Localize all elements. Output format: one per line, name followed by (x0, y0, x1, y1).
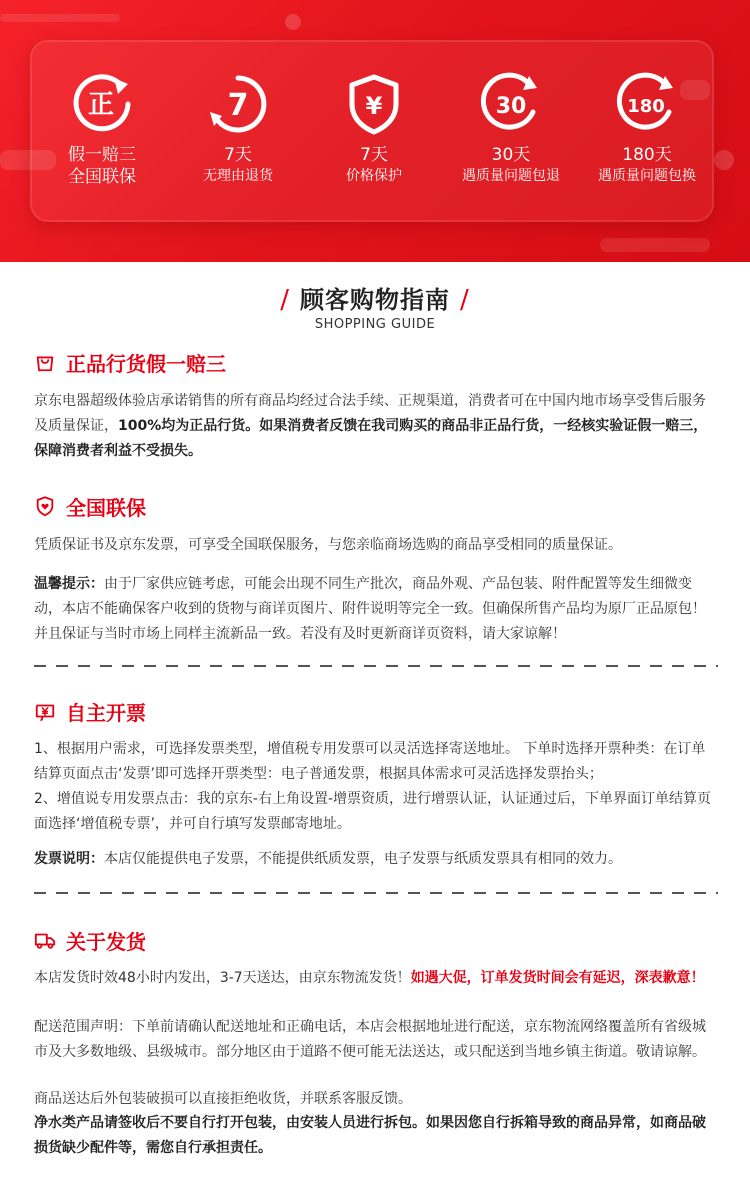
guarantee-line2: 遇质量问题包换 (598, 168, 696, 184)
guarantee-genuine (27, 72, 177, 188)
guarantee-180day-exchange (572, 72, 722, 186)
one-eighty-icon-text: 180 (627, 96, 665, 117)
guarantee-30day-return (436, 72, 586, 186)
guarantee-line1: 30天 (491, 145, 531, 165)
guarantee-line2: 全国联保 (68, 167, 136, 187)
section-title-shipping (34, 926, 146, 954)
guarantee-7day-return (163, 72, 313, 186)
guarantee-price-protect (299, 72, 449, 186)
note-label: 发票说明： (34, 851, 104, 867)
thirty-day-circle-icon (479, 72, 543, 136)
shipping-paragraph-1 (34, 966, 718, 991)
title-slash-left: / (280, 285, 290, 315)
guarantee-line1: 180天 (622, 145, 672, 165)
shipping-paragraph-3: 商品送达后外包装破损可以直接拒绝收货，并联系客服反馈。 (34, 1091, 412, 1107)
delivery-truck-icon (34, 929, 56, 951)
guarantee-line1: 假一赔三 (68, 145, 136, 165)
price-shield-icon (342, 72, 406, 136)
note-label: 温馨提示： (34, 576, 104, 592)
shipping-text: 本店发货时效48小时内发出，3-7天送达，由京东物流发货！ (34, 970, 411, 986)
seven-icon-text: 7 (227, 88, 249, 123)
shield-heart-icon (34, 495, 56, 517)
note-text: 本店仅能提供电子发票，不能提供纸质发票，电子发票与纸质发票具有相同的效力。 (104, 851, 622, 867)
genuine-icon-text: 正 (87, 90, 115, 120)
guarantee-line2: 遇质量问题包退 (462, 168, 560, 184)
shipping-paragraph-4: 净水类产品请签收后不要自行打开包装，由安装人员进行拆包。如果因您自行拆箱导致的商品异常，如商品破损货缺少配件等，需您自行承担责任。 (34, 1115, 706, 1156)
yen-tag-icon (34, 700, 56, 722)
banner-decoration (285, 14, 301, 30)
shipping-paragraph-2: 配送范围声明：下单前请确认配送地址和正确电话，本店会根据地址进行配送，京东物流网络覆盖所有省级城市及大多数地级、县级城市。部分地区由于道路不便可能无法送达，或只配送到当地乡镇主街道。敬请谅解。 (34, 1019, 706, 1060)
banner-decoration (600, 238, 710, 252)
seven-day-circle-icon (206, 72, 270, 136)
guarantee-line1: 7天 (224, 145, 252, 165)
one-eighty-day-circle-icon (615, 72, 679, 136)
section-title-text: 正品行货假一赔三 (66, 351, 226, 376)
yen-icon-text: ¥ (365, 92, 383, 120)
note-text: 由于厂家供应链考虑，可能会出现不同生产批次，商品外观、产品包装、附件配置等发生细微变动，本店不能确保客户收到的货物与商详页图片、附件说明等完全一致。但确保所售产品均为原厂正品原包！并且保证与当时市场上同样主流新品一致。若没有及时更新商详页资料，请大家谅解！ (34, 576, 706, 642)
banner-decoration (0, 14, 120, 22)
dashed-divider (34, 892, 718, 894)
shopping-guide-header (0, 280, 750, 332)
section-title-text: 关于发货 (66, 929, 146, 954)
genuine-text: 京东电器超级体验店承诺销售的所有商品均经过合法手续、正规渠道，消费者可在中国内地市场享受售后服务及质量保证， (34, 393, 706, 434)
invoice-note (34, 847, 718, 872)
dashed-divider (34, 665, 718, 667)
section-title-text: 自主开票 (66, 700, 146, 725)
genuine-circle-icon (70, 72, 134, 136)
section-title-text: 全国联保 (66, 495, 146, 520)
guarantee-line2: 价格保护 (346, 168, 402, 184)
warranty-paragraph: 凭质保证书及京东发票，可享受全国联保服务，与您亲临商场选购的商品享受相同的质量保证。 (34, 537, 622, 553)
guide-title (0, 280, 750, 315)
guide-subtitle: SHOPPING GUIDE (314, 317, 436, 332)
genuine-paragraph (34, 389, 718, 464)
guide-title-text: 顾客购物指南 (300, 286, 450, 314)
shopping-bag-icon (34, 351, 56, 373)
guarantee-banner (0, 0, 750, 262)
section-title-invoice (34, 697, 146, 725)
thirty-icon-text: 30 (495, 94, 527, 119)
invoice-paragraph-1: 1、根据用户需求，可选择发票类型，增值税专用发票可以灵活选择寄送地址。 下单时选择开票种类：在订单结算页面点击‘发票’即可选择开票类型：电子普通发票，根据具体需求可灵活选择发票抬头； (34, 741, 706, 782)
warranty-note (34, 572, 718, 647)
guarantee-line1: 7天 (360, 145, 388, 165)
guarantee-line2: 无理由退货 (203, 168, 273, 184)
title-slash-right: / (460, 285, 470, 315)
shipping-delay-text: 如遇大促，订单发货时间会有延迟，深表歉意！ (410, 970, 705, 986)
genuine-bold-text: 100%均为正品行货。如果消费者反馈在我司购买的商品非正品行货，一经核实验证假一赔三，保障消费者利益不受损失。 (34, 418, 708, 459)
invoice-paragraph-2: 2、增值说专用发票点击：我的京东-右上角设置-增票资质，进行增票认证，认证通过后，下单界面订单结算页面选择‘增值税专票’，并可自行填写发票邮寄地址。 (34, 791, 712, 832)
section-title-genuine (34, 348, 226, 376)
section-title-warranty (34, 492, 146, 520)
